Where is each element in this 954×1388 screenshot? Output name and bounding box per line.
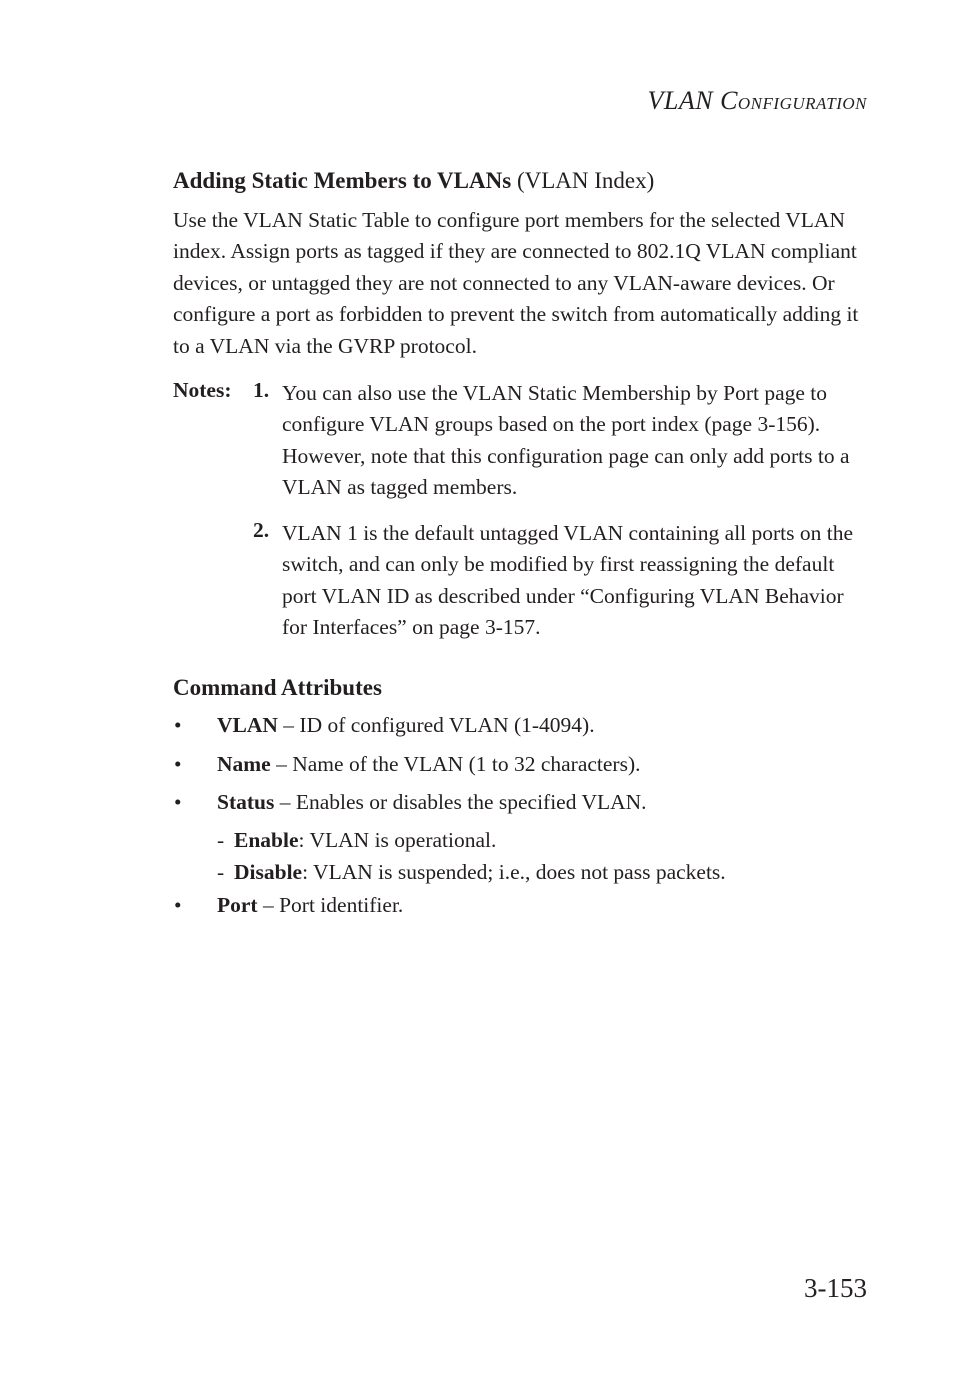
attribute-desc: – Enables or disables the specified VLAN. xyxy=(274,790,647,814)
attribute-term: Name xyxy=(217,752,271,776)
note-2-number: 2. xyxy=(253,518,270,542)
attribute-desc: – Port identifier. xyxy=(257,893,404,917)
running-header-rest-first: C xyxy=(720,86,738,115)
sub-desc: : VLAN is suspended; i.e., does not pass packets. xyxy=(302,860,726,884)
running-header-rest-small: ONFIGURATION xyxy=(737,94,867,113)
attribute-vlan xyxy=(217,713,595,738)
command-attributes-heading: Command Attributes xyxy=(173,675,382,700)
page-number: 3-153 xyxy=(804,1273,867,1303)
note-2-text: VLAN 1 is the default untagged VLAN containing all ports on the switch, and can only be modified by first reassigning the default port VLAN ID as described under “Configuring VLAN Behavior for Interfaces” on page 3-157. xyxy=(282,521,854,640)
attribute-status xyxy=(217,790,647,815)
sub-desc: : VLAN is operational. xyxy=(298,828,497,852)
note-1-text: You can also use the VLAN Static Membership by Port page to configure VLAN groups based on the port index (page 3-156). However, note that this configuration page can only add ports to a VLAN as tagged members. xyxy=(282,381,850,500)
bullet-status: • xyxy=(174,790,182,814)
bullet-port: • xyxy=(174,893,182,917)
sub-term: Disable xyxy=(234,860,303,884)
section-title-normal: (VLAN Index) xyxy=(511,168,655,193)
attribute-term: Port xyxy=(217,893,258,917)
status-enable xyxy=(234,828,496,853)
bullet-name: • xyxy=(174,752,182,776)
attribute-term: VLAN xyxy=(217,713,278,737)
attribute-desc: – Name of the VLAN (1 to 32 characters). xyxy=(270,752,641,776)
sub-dash-enable: - xyxy=(217,828,225,852)
note-1-number: 1. xyxy=(253,378,270,402)
running-header-main: VLAN xyxy=(647,86,714,115)
intro-paragraph: Use the VLAN Static Table to configure port members for the selected VLAN index. Assign ports as tagged if they are connected to 802.1Q VLAN compliant devices, or untagged they are not connected to any VLAN-aware devices. Or configure a port as forbidden to prevent the switch from automatically adding it to a VLAN via the GVRP protocol. xyxy=(173,208,859,358)
section-title xyxy=(173,168,654,194)
notes-label: Notes: xyxy=(173,378,232,402)
bullet-vlan: • xyxy=(174,713,182,737)
status-disable xyxy=(234,860,726,885)
attribute-desc: – ID of configured VLAN (1-4094). xyxy=(277,713,595,737)
sub-term: Enable xyxy=(234,828,299,852)
attribute-port xyxy=(217,893,403,918)
sub-dash-disable: - xyxy=(217,860,225,884)
attribute-term: Status xyxy=(217,790,275,814)
running-header xyxy=(647,86,867,116)
attribute-name xyxy=(217,752,641,777)
section-title-bold: Adding Static Members to VLANs xyxy=(173,168,512,193)
